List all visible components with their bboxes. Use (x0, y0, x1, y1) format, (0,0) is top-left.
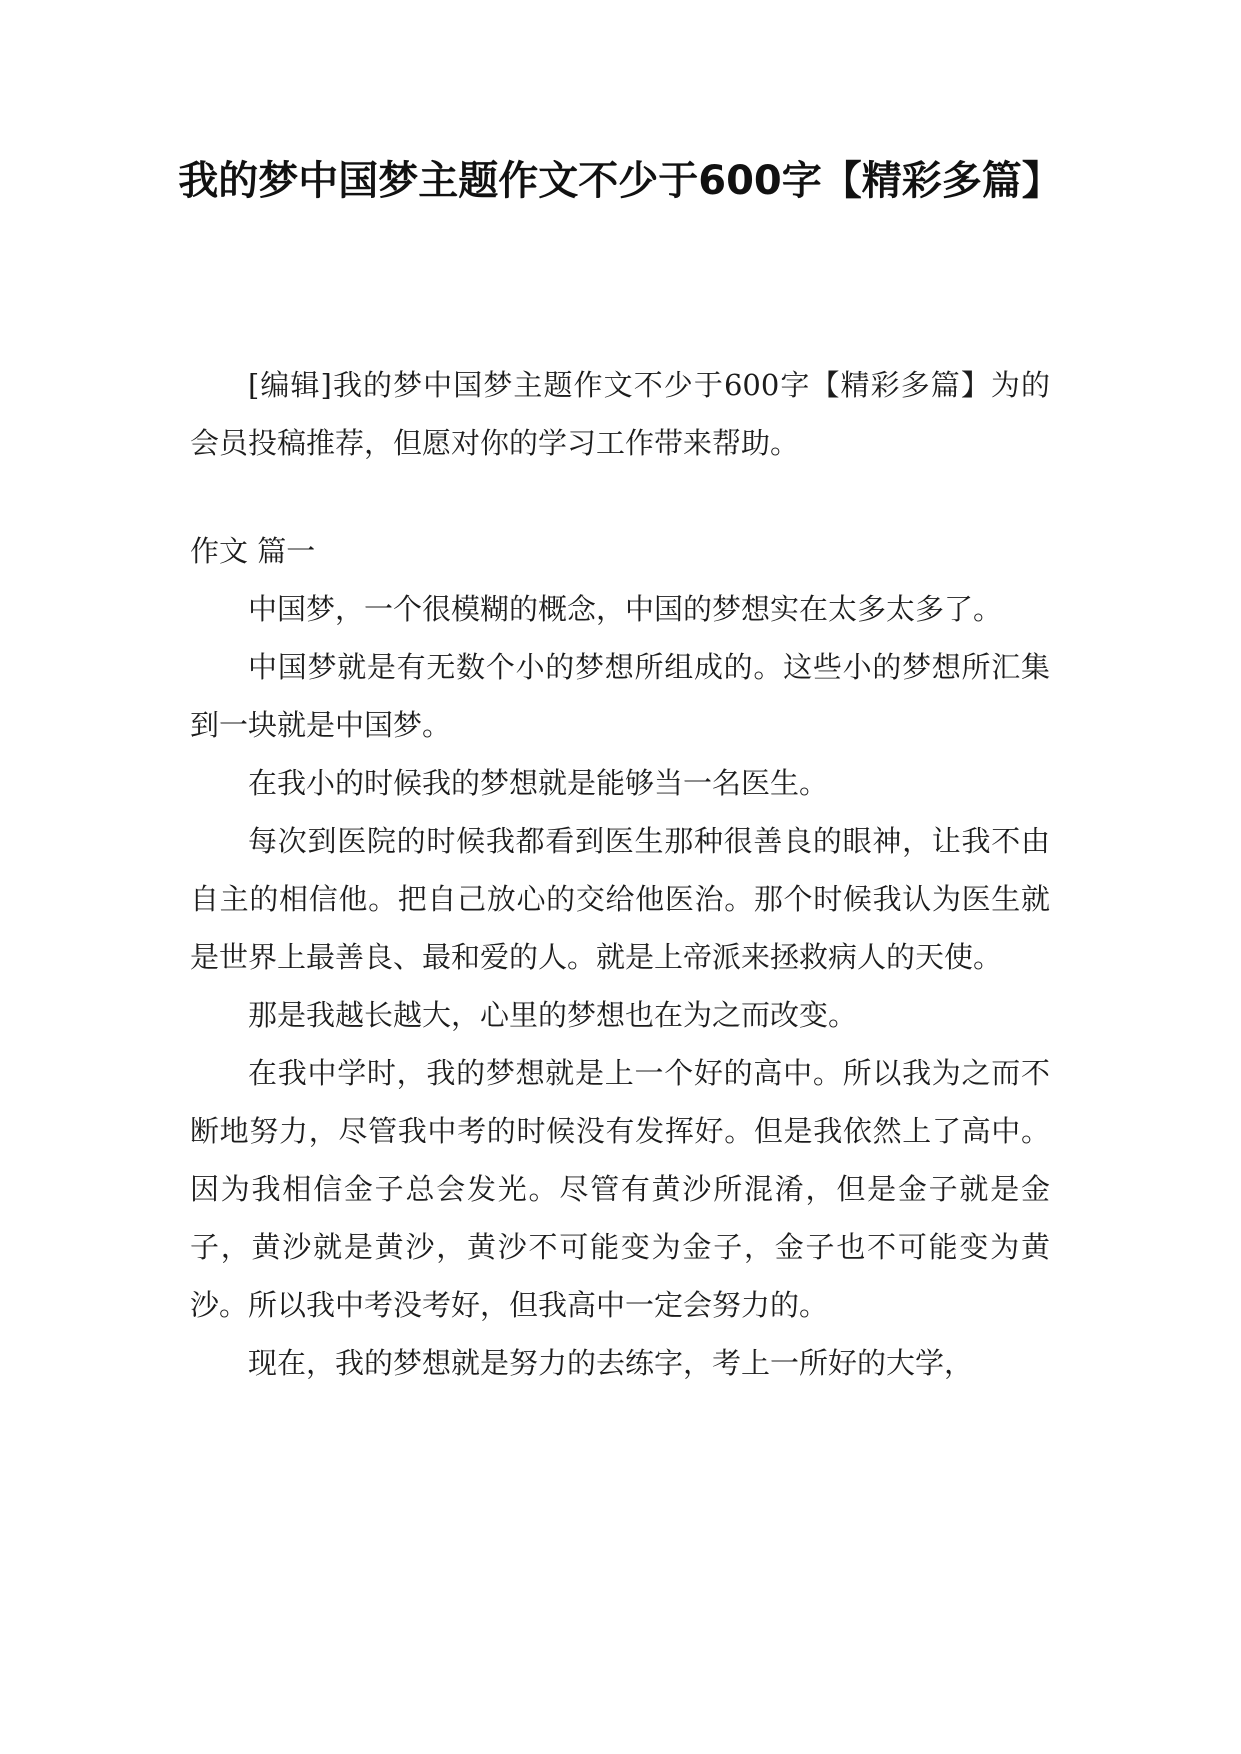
body-paragraph: 每次到医院的时候我都看到医生那种很善良的眼神，让我不由自主的相信他。把自己放心的交给他医治。那个时候我认为医生就是世界上最善良、最和爱的人。就是上帝派来拯救病人的天使。 (190, 824, 1050, 974)
body-paragraph: 在我小的时候我的梦想就是能够当一名医生。 (248, 766, 829, 800)
body-paragraph: 中国梦就是有无数个小的梦想所组成的。这些小的梦想所汇集到一块就是中国梦。 (190, 650, 1050, 742)
body-paragraph: 那是我越长越大，心里的梦想也在为之而改变。 (248, 998, 858, 1032)
body-paragraph: 现在，我的梦想就是努力的去练字，考上一所好的大学， (248, 1346, 974, 1380)
body-paragraph: 在我中学时，我的梦想就是上一个好的高中。所以我为之而不断地努力，尽管我中考的时候没有发挥好。但是我依然上了高中。因为我相信金子总会发光。尽管有黄沙所混淆，但是金子就是金子，黄沙就是黄沙，黄沙不可能变为金子，金子也不可能变为黄沙。所以我中考没考好，但我高中一定会努力的。 (190, 1056, 1050, 1322)
intro-paragraph: [编辑]我的梦中国梦主题作文不少于600字【精彩多篇】为的会员投稿推荐，但愿对你的学习工作带来帮助。 (190, 368, 1050, 460)
document-title: 我的梦中国梦主题作文不少于600字【精彩多篇】 (178, 158, 1062, 204)
section-heading: 作文 篇一 (190, 534, 316, 568)
document-body (190, 356, 1050, 1392)
body-paragraph: 中国梦，一个很模糊的概念，中国的梦想实在太多太多了。 (248, 592, 1003, 626)
